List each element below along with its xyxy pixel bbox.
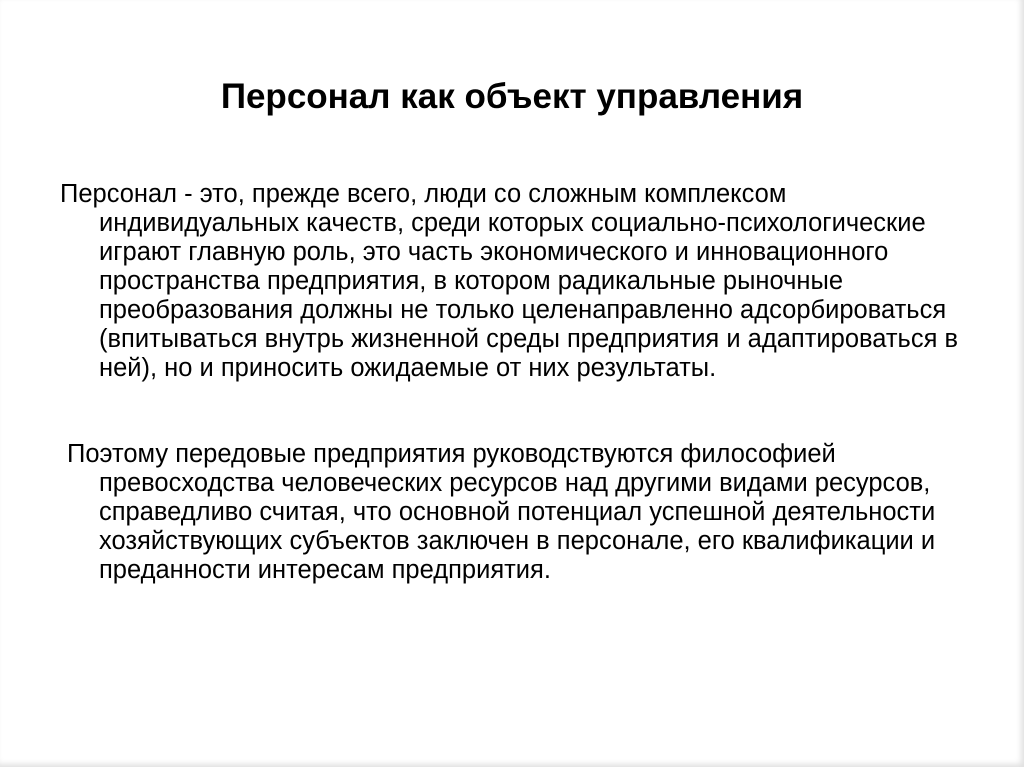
paragraph-philosophy: Поэтому передовые предприятия руководствуются философией превосходства человеческих ресурсов над другими видами ресурсов, справедливо считая, что основной потенциал успешной деятельности хозяйствующих субъектов заключен в персонале, его квалификации и преданности интересам предприятия. <box>67 440 936 584</box>
slide-title: Персонал как объект управления <box>220 77 804 116</box>
paragraph-definition: Персонал - это, прежде всего, люди со сложным комплексом индивидуальных качеств, среди которых социально-психологические играют главную роль, это часть экономического и инновационного пространства предприятия, в котором радикальные рыночные преобразования должны не только целенаправленно адсорбироваться (впитываться внутрь жизненной среды предприятия и адаптироваться в ней), но и приносить ожидаемые от них результаты. <box>60 180 959 382</box>
